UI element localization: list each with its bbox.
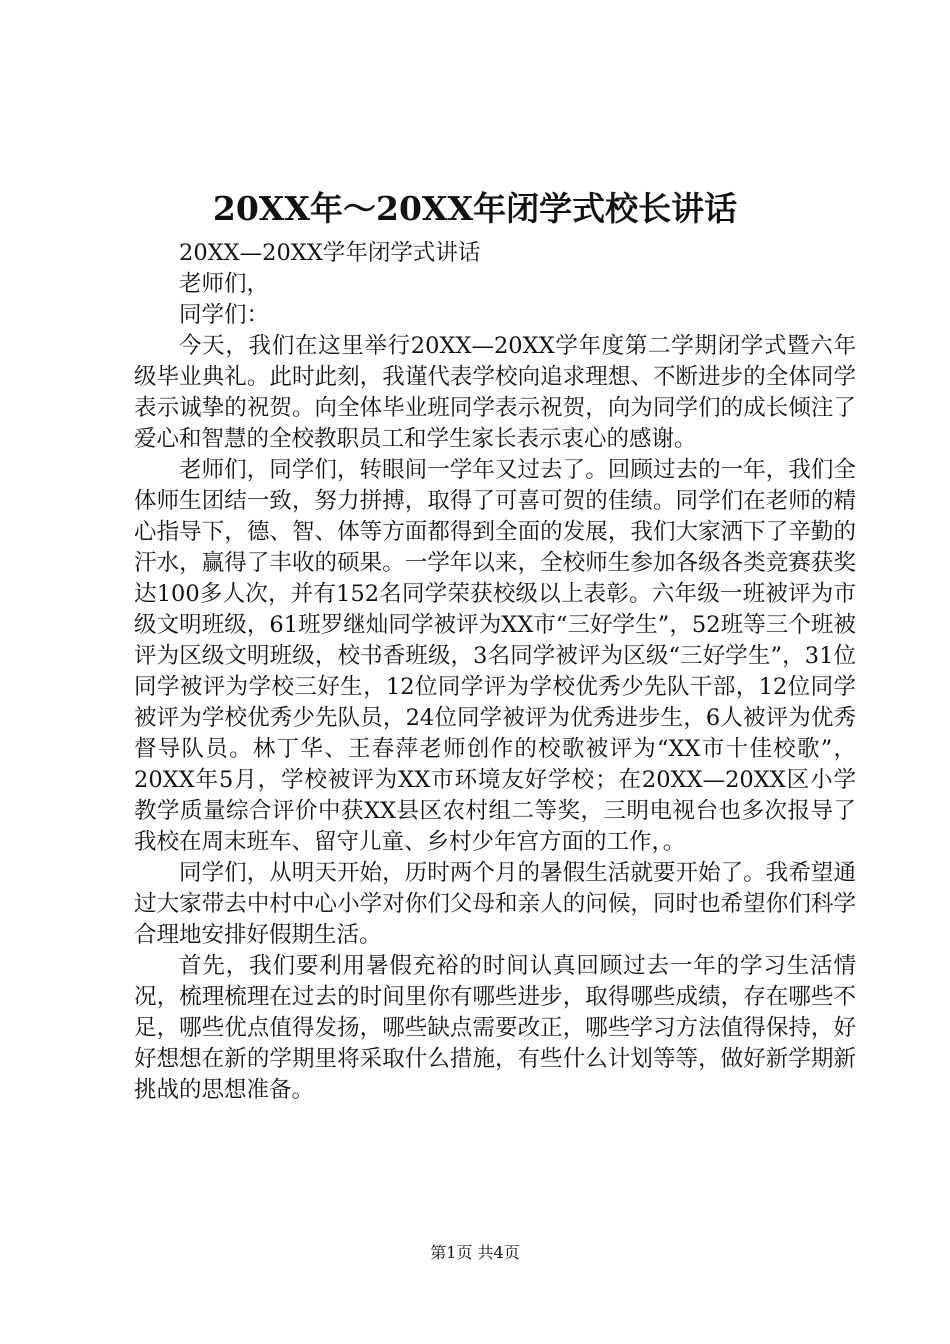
paragraph-first-point: 首先，我们要利用暑假充裕的时间认真回顾过去一年的学习生活情况，梳理梳理在过去的时间里你有哪些进步，取得哪些成绩，存在哪些不足，哪些优点值得发扬，哪些缺点需要改正，哪些学习方法值得保持，好好想想在新的学期里将采取什么措施，有些什么计划等等，做好新学期新挑战的思想准备。 bbox=[134, 953, 856, 1103]
paragraph-salutation-teachers: 老师们， bbox=[179, 271, 270, 297]
paragraph-achievements: 老师们，同学们，转眼间一学年又过去了。回顾过去的一年，我们全体师生团结一致，努力拼搏，取得了可喜可贺的佳绩。同学们在老师的精心指导下，德、智、体等方面都得到全面的发展，我们大家洒下了辛勤的汗水，赢得了丰收的硕果。一学年以来，全校师生参加各级各类竞赛获奖达100多人次，并有152名同学荣获校级以上表彰。六年级一班被评为市级文明班级，61班罗继灿同学被评为XX市“三好学生”，52班等三个班被评为区级文明班级，校书香班级，3名同学被评为区级“三好学生”，31位同学被评为学校三好生，12位同学评为学校优秀少先队干部，12位同学被评为学校优秀少先队员，24位同学被评为优秀进步生，6人被评为优秀督导队员。林丁华、王春萍老师创作的校歌被评为“XX市十佳校歌”，20XX年5月，学校被评为XX市环境友好学校；在20XX—20XX区小学教学质量综合评价中获XX县区农村组二等奖，三明电视台也多次报导了我校在周末班车、留守儿童、乡村少年宫方面的工作，。 bbox=[134, 457, 856, 855]
document-title: 20XX年～20XX年闭学式校长讲话 bbox=[212, 189, 738, 228]
page-footer: 第1页 共4页 bbox=[430, 1243, 520, 1262]
paragraph-opening: 今天，我们在这里举行20XX—20XX学年度第二学期闭学式暨六年级毕业典礼。此时此刻，我谨代表学校向追求理想、不断进步的全体同学表示诚挚的祝贺。向全体毕业班同学表示祝贺，向为同学们的成长倾注了爱心和智慧的全校教职员工和学生家长表示衷心的感谢。 bbox=[134, 333, 856, 452]
paragraph-summer-vacation: 同学们，从明天开始，历时两个月的暑假生活就要开始了。我希望通过大家带去中村中心小学对你们父母和亲人的问候，同时也希望你们科学合理地安排好假期生活。 bbox=[134, 860, 856, 948]
document-body bbox=[134, 238, 856, 1106]
paragraph-salutation-students: 同学们： bbox=[179, 302, 270, 328]
paragraph-heading: 20XX—20XX学年闭学式讲话 bbox=[179, 240, 481, 266]
